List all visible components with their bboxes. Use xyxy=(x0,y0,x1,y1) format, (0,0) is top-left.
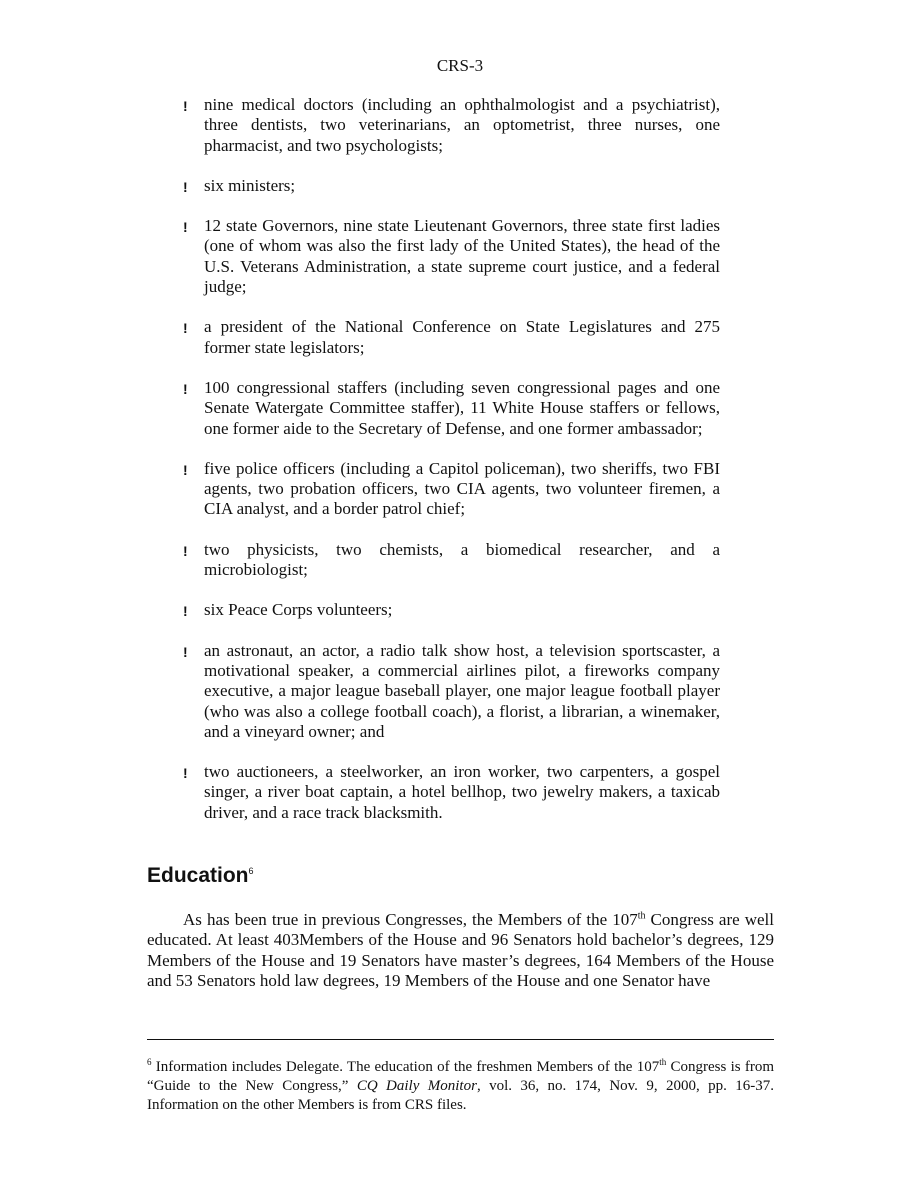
bullet-marker: ! xyxy=(183,320,188,337)
footnote-text-part1: Information includes Delegate. The education of the freshmen Members of the 107 xyxy=(151,1059,660,1075)
bullet-text: nine medical doctors (including an ophthalmologist and a psychiatrist), three dentists, two veterinarians, an optometrist, three nurses, one pharmacist, and two psychologists; xyxy=(204,95,720,155)
list-item xyxy=(180,317,720,358)
bullet-marker: ! xyxy=(183,765,188,782)
footnote-divider xyxy=(147,1039,774,1040)
list-item xyxy=(180,95,720,156)
occupation-bullet-list xyxy=(180,95,720,843)
bullet-text: 100 congressional staffers (including seven congressional pages and one Senate Watergate Committee staffer), 11 White House staffers or fellows, one former aide to the Secretary of Defense, and one former ambassador; xyxy=(204,377,720,438)
bullet-text: two auctioneers, a steelworker, an iron worker, two carpenters, a gospel singer, a river boat captain, a hotel bellhop, two jewelry makers, a taxicab driver, and a race track blacksmith. xyxy=(204,762,720,822)
bullet-text: five police officers (including a Capitol policeman), two sheriffs, two FBI agents, two probation officers, two CIA agents, two volunteer firemen, a CIA analyst, and a border patrol chief; xyxy=(204,458,720,519)
footnote xyxy=(147,1058,774,1115)
bullet-marker: ! xyxy=(183,603,188,620)
bullet-marker: ! xyxy=(183,643,188,660)
education-text-part1: As has been true in previous Congresses, the Members of the 107 xyxy=(183,910,638,929)
list-item xyxy=(180,216,720,297)
list-item xyxy=(180,641,720,742)
education-paragraph xyxy=(147,910,774,991)
bullet-text: six ministers; xyxy=(204,175,296,195)
bullet-text: six Peace Corps volunteers; xyxy=(204,600,393,620)
education-heading xyxy=(147,864,254,888)
bullet-text: a president of the National Conference on State Legislatures and 275 former state legislators; xyxy=(204,317,720,357)
bullet-marker: ! xyxy=(183,178,188,195)
bullet-marker: ! xyxy=(183,542,188,559)
footnote-reference[interactable]: 6 xyxy=(248,866,254,876)
footnote-ordinal-suffix: th xyxy=(659,1057,667,1067)
list-item xyxy=(180,378,720,439)
footnote-publication-title: CQ Daily Monitor xyxy=(356,1078,477,1094)
bullet-text: two physicists, two chemists, a biomedical researcher, and a microbiologist; xyxy=(204,539,720,580)
page-number-header: CRS-3 xyxy=(436,56,484,75)
footnote-number: 6 xyxy=(147,1057,152,1067)
bullet-marker: ! xyxy=(183,380,188,397)
list-item xyxy=(180,176,720,196)
list-item xyxy=(180,600,720,620)
education-heading-text: Education xyxy=(147,864,249,887)
bullet-text: an astronaut, an actor, a radio talk show host, a television sportscaster, a motivational speaker, a commercial airlines pilot, a fireworks company executive, a major league baseball player, one major league football player (who was also a college football coach), a florist, a librarian, a winemaker, and a vineyard owner; and xyxy=(204,640,720,741)
bullet-marker: ! xyxy=(183,219,188,236)
bullet-marker: ! xyxy=(183,98,188,114)
footnote-text-part3: , vol. 36, no. 174, Nov. 9, 2000, pp. 16-37. Information on the other Members is from CRS files. xyxy=(147,1078,774,1113)
list-item xyxy=(180,459,720,520)
bullet-marker: ! xyxy=(183,461,188,478)
ordinal-suffix: th xyxy=(637,910,646,922)
list-item xyxy=(180,540,720,581)
footnote-text-part2: Congress is from “Guide to the New Congress,” xyxy=(147,1059,774,1094)
list-item xyxy=(180,762,720,823)
education-text-part2: Congress are well educated. At least 403Members of the House and 96 Senators hold bachelor’s degrees, 129 Members of the House and 19 Senators have master’s degrees, 164 Members of the House and 53 Senators hold law degrees, 19 Members of the House and one Senator have xyxy=(147,910,774,990)
bullet-text: 12 state Governors, nine state Lieutenant Governors, three state first ladies (one of whom was also the first lady of the United States), the head of the U.S. Veterans Administration, a state supreme court justice, and a federal judge; xyxy=(204,216,720,297)
